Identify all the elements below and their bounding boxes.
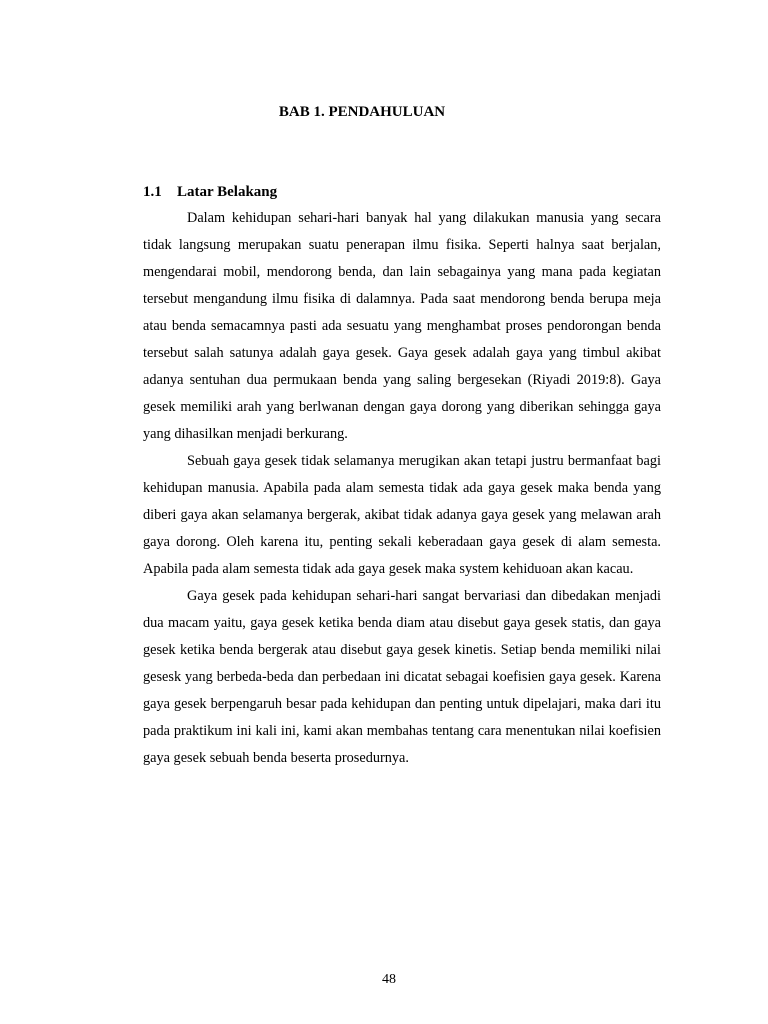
- chapter-title: BAB 1. PENDAHULUAN: [278, 104, 446, 120]
- paragraph-1: Dalam kehidupan sehari-hari banyak hal yang dilakukan manusia yang secara tidak langsung merupakan suatu penerapan ilmu fisika. Seperti halnya saat berjalan, mengendarai mobil, mendorong benda, dan lain sebagainya yang mana pada kegiatan tersebut mengandung ilmu fisika di dalamnya. Pada saat mendorong benda berupa meja atau benda semacamnya pasti ada sesuatu yang menghambat proses pendorongan benda tersebut salah satunya adalah gaya gesek. Gaya gesek adalah gaya yang timbul akibat adanya sentuhan dua permukaan benda yang saling bergesekan (Riyadi 2019:8). Gaya gesek memiliki arah yang berlwanan dengan gaya dorong yang diberikan sehingga gaya yang dihasilkan menjadi berkurang.: [143, 210, 661, 442]
- section-body: [143, 205, 661, 772]
- section-heading: [143, 182, 277, 202]
- paragraph-3: Gaya gesek pada kehidupan sehari-hari sangat bervariasi dan dibedakan menjadi dua macam yaitu, gaya gesek ketika benda diam atau disebut gaya gesek statis, dan gaya gesek ketika benda bergerak atau disebut gaya gesek kinetis. Setiap benda memiliki nilai gesesk yang berbeda-beda dan perbedaan ini dicatat sebagai koefisien gaya gesek. Karena gaya gesek berpengaruh besar pada kehidupan dan penting untuk dipelajari, maka dari itu pada praktikum ini kali ini, kami akan membahas tentang cara menentukan nilai koefisien gaya gesek sebuah benda beserta prosedurnya.: [143, 588, 661, 766]
- section-number: 1.1: [143, 184, 162, 200]
- section-title: Latar Belakang: [177, 184, 278, 200]
- paragraph-2: Sebuah gaya gesek tidak selamanya merugikan akan tetapi justru bermanfaat bagi kehidupan manusia. Apabila pada alam semesta tidak ada gaya gesek maka benda yang diberi gaya akan selamanya bergerak, akibat tidak adanya gaya gesek yang melawan arah gaya dorong. Oleh karena itu, penting sekali keberadaan gaya gesek di alam semesta. Apabila pada alam semesta tidak ada gaya gesek maka system kehiduoan akan kacau.: [143, 453, 661, 577]
- page-number: 48: [382, 972, 396, 987]
